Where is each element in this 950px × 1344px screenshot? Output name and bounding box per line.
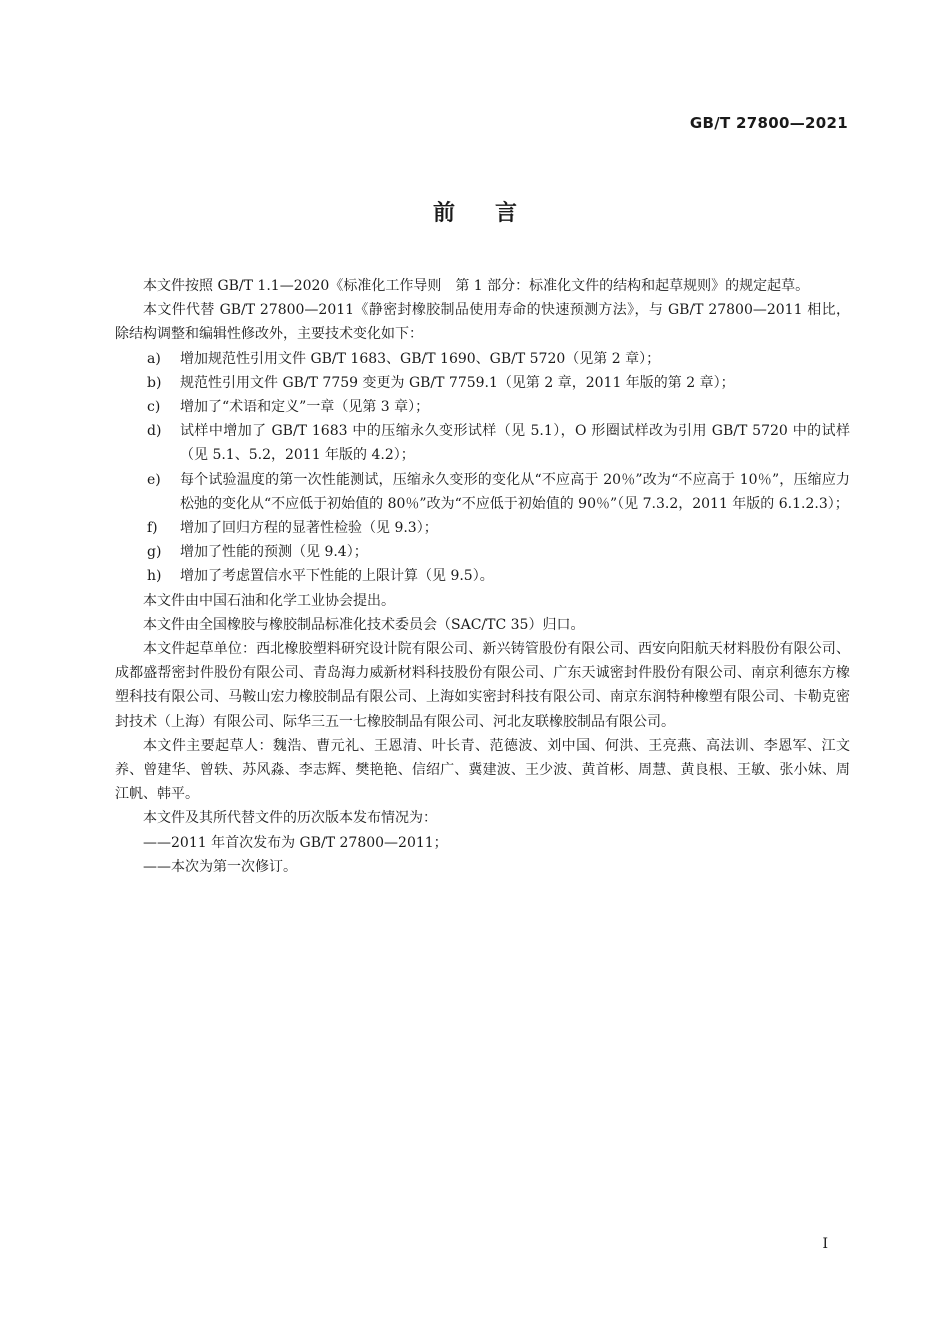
change-item-g — [115, 540, 850, 564]
list-item-text: 增加规范性引用文件 GB/T 1683、GB/T 1690、GB/T 5720（见第 2 章）； — [180, 350, 661, 367]
change-item-h — [115, 564, 850, 588]
page-number: I — [822, 1236, 828, 1252]
list-item-text: 试样中增加了 GB/T 1683 中的压缩永久变形试样（见 5.1），O 形圈试样改为引用 GB/T 5720 中的试样（见 5.1、5.2，2011 年版的 4.2）； — [180, 423, 850, 464]
list-marker: d) — [147, 423, 162, 440]
list-marker: b) — [147, 374, 162, 391]
foreword-body — [115, 274, 850, 879]
page-title: 前言 — [432, 201, 557, 226]
history-item-revision: ——本次为第一次修订。 — [143, 858, 297, 875]
list-item-text: 增加了回归方程的显著性检验（见 9.3）； — [180, 520, 438, 537]
list-item-text: 每个试验温度的第一次性能测试，压缩永久变形的变化从“不应高于 20％”改为“不应高于 10％”，压缩应力松弛的变化从“不应低于初始值的 80％”改为“不应低于初始值的 90％”（见 7.3.2，2011 年版的 6.1.2.3）； — [180, 471, 850, 512]
change-item-a — [115, 347, 850, 371]
change-item-d — [115, 419, 850, 467]
list-marker: f) — [147, 520, 158, 537]
list-item-text: 增加了“术语和定义”一章（见第 3 章）； — [180, 399, 430, 416]
list-item-text: 规范性引用文件 GB/T 7759 变更为 GB/T 7759.1（见第 2 章，2011 年版的第 2 章）； — [180, 374, 735, 391]
paragraph-replaces: 本文件代替 GB/T 27800—2011《静密封橡胶制品使用寿命的快速预测方法》，与 GB/T 27800—2011 相比，除结构调整和编辑性修改外，主要技术变化如下： — [115, 302, 850, 343]
list-marker: g) — [147, 544, 162, 561]
change-item-c — [115, 395, 850, 419]
list-marker: a) — [147, 350, 161, 367]
list-item-text: 增加了考虑置信水平下性能的上限计算（见 9.5）。 — [180, 568, 494, 585]
list-item-text: 增加了性能的预测（见 9.4）； — [180, 544, 368, 561]
change-item-b — [115, 371, 850, 395]
change-item-e — [115, 468, 850, 516]
change-item-f — [115, 516, 850, 540]
paragraph-history: 本文件及其所代替文件的历次版本发布情况为： — [143, 810, 437, 827]
list-marker: c) — [147, 399, 161, 416]
paragraph-drafting-units: 本文件起草单位：西北橡胶塑料研究设计院有限公司、新兴铸管股份有限公司、西安向阳航天材料股份有限公司、成都盛帮密封件股份有限公司、青岛海力威新材料科技股份有限公司、广东天诚密封件股份有限公司、南京利德东方橡塑科技有限公司、马鞍山宏力橡胶制品有限公司、上海如实密封科技有限公司、南京东润特种橡塑有限公司、卡勒克密封技术（上海）有限公司、际华三五一七橡胶制品有限公司、河北友联橡胶制品有限公司。 — [115, 641, 850, 730]
list-marker: e) — [147, 471, 161, 488]
paragraph-drafting-rules: 本文件按照 GB/T 1.1—2020《标准化工作导则 第 1 部分：标准化文件的结构和起草规则》的规定起草。 — [143, 278, 810, 294]
paragraph-committee: 本文件由全国橡胶与橡胶制品标准化技术委员会（SAC/TC 35）归口。 — [143, 616, 585, 633]
history-item-2011: ——2011 年首次发布为 GB/T 27800—2011； — [143, 834, 448, 851]
paragraph-proposer: 本文件由中国石油和化学工业协会提出。 — [143, 592, 395, 609]
list-marker: h) — [147, 568, 162, 585]
paragraph-drafters: 本文件主要起草人：魏浩、曹元礼、王恩清、叶长青、范德波、刘中国、何洪、王亮燕、高法训、李恩军、江文养、曾建华、曾轶、苏风淼、李志辉、樊艳艳、信绍广、冀建波、王少波、黄首彬、周慧、黄良根、王敏、张小妹、周江帆、韩平。 — [115, 737, 850, 803]
standard-number: GB/T 27800—2021 — [689, 114, 848, 132]
